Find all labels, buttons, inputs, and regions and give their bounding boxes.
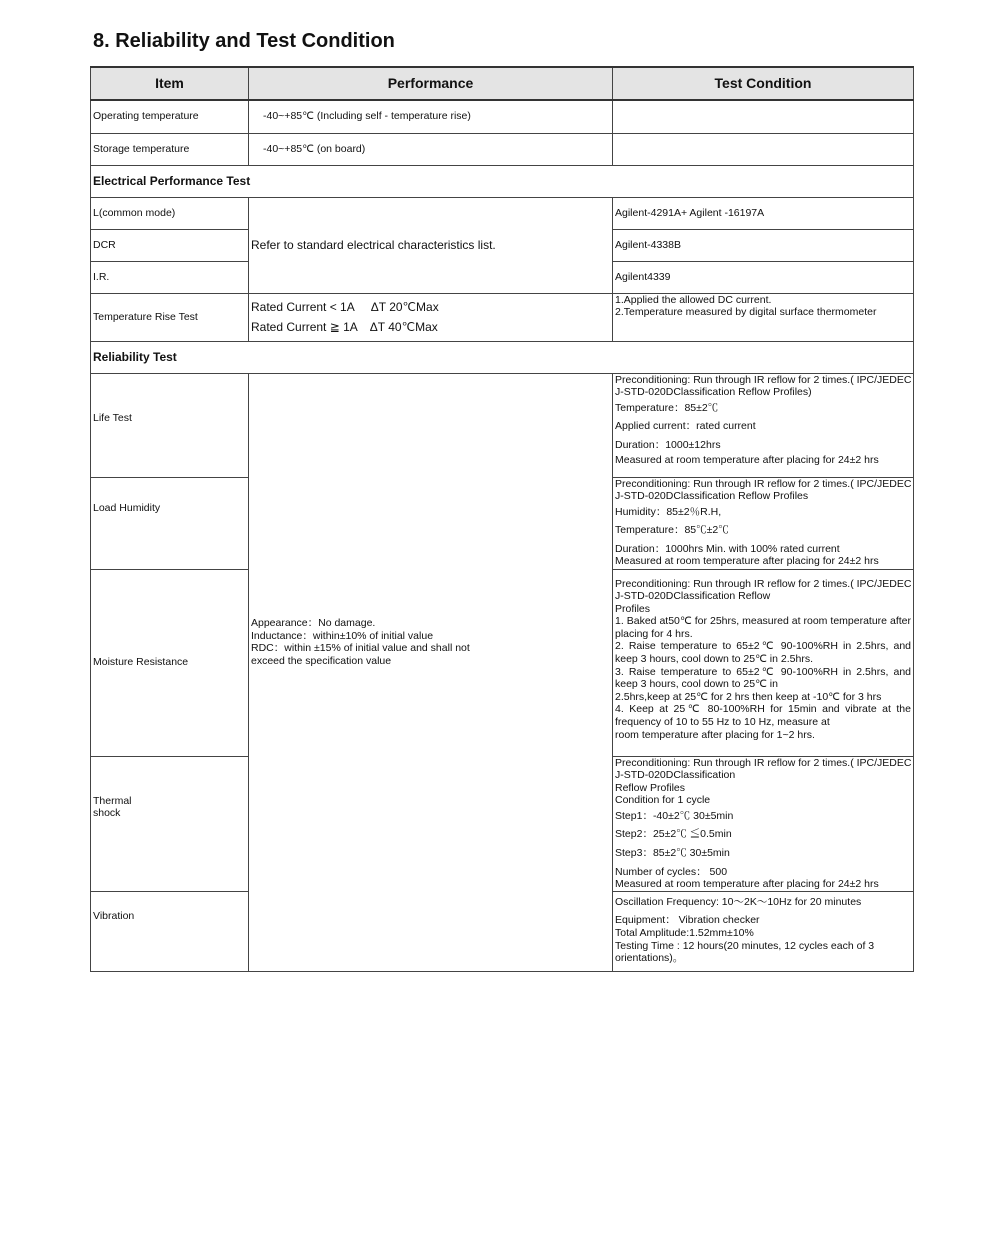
cond-line: Measured at room temperature after placing for 24±2 hrs — [615, 878, 879, 891]
page-title: 8. Reliability and Test Condition — [93, 30, 395, 52]
item-dcr: DCR — [91, 229, 249, 261]
cond-line: Measured at room temperature after placing for 24±2 hrs — [615, 555, 879, 568]
cond-storage-temperature — [613, 133, 914, 165]
rated-current-large: Rated Current ≧ 1A — [251, 320, 358, 334]
cond-line: 1.Applied the allowed DC current. — [615, 293, 772, 306]
section-row — [91, 165, 914, 197]
item-life-test: Life Test — [91, 373, 249, 477]
item-vibration: Vibration — [91, 891, 249, 971]
cond-vibration — [613, 891, 914, 971]
section-reliability-test: Reliability Test — [91, 341, 914, 373]
cond-step: 1. Baked at50℃ for 25hrs, measured at room temperature after placing for 4 hrs. — [615, 615, 911, 640]
cond-operating-temperature — [613, 100, 914, 133]
rated-current-small: Rated Current < 1A — [251, 299, 355, 314]
cond-line: 2.Temperature measured by digital surface thermometer — [615, 306, 877, 319]
item-line: shock — [93, 807, 121, 820]
section-electrical-performance: Electrical Performance Test — [91, 165, 914, 197]
perf-line: RDC：within ±15% of initial value and shall not — [251, 642, 470, 655]
cond-line: Temperature：85±2℃ — [615, 401, 719, 414]
cond-line: Preconditioning: Run through IR reflow for 2 times.( IPC/JEDEC — [615, 577, 912, 590]
section-row — [91, 341, 914, 373]
cond-step: 4. Keep at 25℃ 80-100%RH for 15min and vibrate at the frequency of 10 to 55 Hz to 10 Hz, measure at — [615, 703, 911, 729]
table-row — [91, 197, 914, 229]
cond-line: Step3：85±2℃ 30±5min — [615, 847, 730, 860]
cond-dcr: Agilent-4338B — [613, 229, 914, 261]
rated-current-line-1 — [251, 300, 610, 314]
delta-t-40: ΔT 40℃Max — [369, 320, 438, 334]
cond-moisture-resistance — [613, 569, 914, 756]
table-row — [91, 373, 914, 477]
cond-line: Oscillation Frequency: 10～2K～10Hz for 20 minutes — [615, 895, 862, 908]
delta-t-20: ΔT 20℃Max — [370, 299, 439, 314]
cond-line: J-STD-020DClassification Reflow Profiles) — [615, 386, 812, 399]
cond-line: Duration：1000hrs Min. with 100% rated current — [615, 542, 840, 555]
cond-line: Applied current：rated current — [615, 420, 756, 433]
perf-line: Appearance：No damage. — [251, 616, 376, 629]
cond-line: Equipment： Vibration checker — [615, 914, 760, 927]
item-ir: I.R. — [91, 261, 249, 293]
cond-ir: Agilent4339 — [613, 261, 914, 293]
cond-line: Step1：-40±2℃ 30±5min — [615, 809, 734, 822]
cond-step: 2. Raise temperature to 65±2℃ 90-100%RH in 2.5hrs, and keep 3 hours, cool down to 25℃ in 2.5hrs. — [615, 640, 911, 666]
perf-reliability — [249, 373, 613, 971]
cond-load-humidity — [613, 477, 914, 569]
cond-l-common-mode: Agilent-4291A+ Agilent -16197A — [613, 197, 914, 229]
header-performance: Performance — [249, 67, 613, 100]
cond-line: J-STD-020DClassification Reflow Profiles — [615, 490, 809, 503]
item-thermal-shock — [91, 756, 249, 891]
item-moisture-resistance: Moisture Resistance — [91, 569, 249, 756]
cond-line: Step2：25±2℃ ≦0.5min — [615, 828, 732, 841]
cond-line: Total Amplitude:1.52mm±10% — [615, 927, 754, 940]
cond-line: room temperature after placing for 1~2 hrs. — [615, 728, 815, 741]
cond-line: Humidity：85±2％R.H, — [615, 505, 722, 518]
cond-line: Profiles — [615, 602, 651, 615]
cond-step: 3. Raise temperature to 65±2℃ 90-100%RH in 2.5hrs, and keep 3 hours, cool down to 25℃ in — [615, 665, 911, 691]
item-l-common-mode: L(common mode) — [91, 197, 249, 229]
header-test-condition: Test Condition — [613, 67, 914, 100]
perf-storage-temperature: -40~+85℃ (on board) — [249, 133, 613, 165]
perf-line: Inductance：within±10% of initial value — [251, 629, 434, 642]
cond-line: Testing Time : 12 hours(20 minutes, 12 cycles each of 3 orientations)。 — [615, 939, 875, 965]
cond-life-test — [613, 373, 914, 477]
cond-temperature-rise — [613, 293, 914, 341]
cond-thermal-shock — [613, 756, 914, 891]
perf-line: exceed the specification value — [251, 654, 392, 667]
perf-operating-temperature: -40~+85℃ (Including self - temperature rise) — [249, 100, 613, 133]
cond-line: Measured at room temperature after placing for 24±2 hrs — [615, 454, 879, 467]
perf-temperature-rise — [249, 293, 613, 341]
item-storage-temperature: Storage temperature — [91, 133, 249, 165]
cond-line: Duration：1000±12hrs — [615, 438, 721, 451]
rated-current-line-2 — [251, 320, 610, 334]
reliability-table — [90, 66, 914, 972]
perf-electrical: Refer to standard electrical characteristics list. — [249, 197, 613, 293]
item-line: Thermal — [93, 794, 132, 807]
cond-line: Preconditioning: Run through IR reflow for 2 times.( IPC/JEDEC — [615, 373, 912, 386]
item-operating-temperature: Operating temperature — [91, 100, 249, 133]
cond-line: Number of cycles： 500 — [615, 865, 728, 878]
cond-line: Temperature：85℃±2℃ — [615, 524, 729, 537]
table-row — [91, 133, 914, 165]
cond-line: Preconditioning: Run through IR reflow for 2 times.( IPC/JEDEC — [615, 756, 912, 769]
header-row — [91, 67, 914, 100]
header-item: Item — [91, 67, 249, 100]
table-row — [91, 100, 914, 133]
cond-line: Preconditioning: Run through IR reflow for 2 times.( IPC/JEDEC — [615, 477, 912, 490]
item-load-humidity: Load Humidity — [91, 477, 249, 569]
cond-line: Condition for 1 cycle — [615, 794, 711, 807]
cond-line: 2.5hrs,keep at 25℃ for 2 hrs then keep at -10℃ for 3 hrs — [615, 690, 882, 703]
cond-line: J-STD-020DClassification Reflow — [615, 590, 771, 603]
cond-line: Reflow Profiles — [615, 781, 686, 794]
item-temperature-rise: Temperature Rise Test — [91, 293, 249, 341]
cond-line: J-STD-020DClassification — [615, 769, 736, 782]
table-row — [91, 293, 914, 341]
